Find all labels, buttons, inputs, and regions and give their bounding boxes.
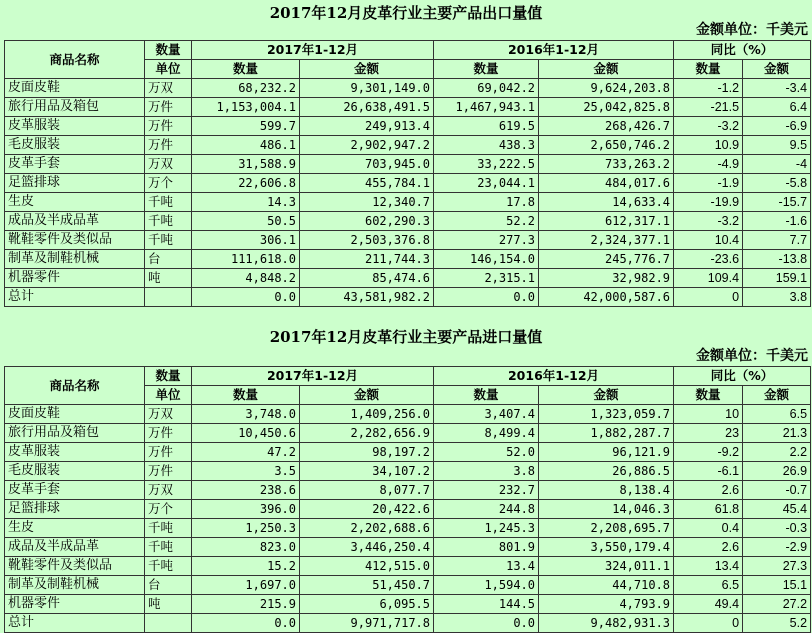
cell-yoy-qty: 0.4 (674, 519, 743, 538)
table-row (5, 481, 811, 500)
cell-amount-2016: 245,776.7 (539, 250, 674, 269)
cell-amount-2016: 1,323,059.7 (539, 405, 674, 424)
cell-amount-2016: 96,121.9 (539, 443, 674, 462)
cell-name: 机器零件 (5, 269, 145, 288)
cell-yoy-qty: 10.9 (674, 136, 743, 155)
cell-amount-2017: 249,913.4 (300, 117, 434, 136)
header-qty: 数量 (674, 386, 743, 405)
cell-qty-2016: 144.5 (434, 595, 539, 614)
cell-yoy-qty: 10.4 (674, 231, 743, 250)
cell-amount-2016: 14,633.4 (539, 193, 674, 212)
header-qty-unit-top: 数量 (145, 367, 192, 386)
cell-amount-2017: 85,474.6 (300, 269, 434, 288)
cell-amount-2017: 2,282,656.9 (300, 424, 434, 443)
cell-qty-2017: 396.0 (192, 500, 300, 519)
cell-amount-2016: 733,263.2 (539, 155, 674, 174)
cell-unit: 万件 (145, 117, 192, 136)
cell-yoy-qty: 2.6 (674, 481, 743, 500)
cell-qty-2016: 23,044.1 (434, 174, 539, 193)
cell-amount-2016: 2,208,695.7 (539, 519, 674, 538)
cell-amount-2016: 42,000,587.6 (539, 288, 674, 307)
cell-qty-2017: 10,450.6 (192, 424, 300, 443)
cell-yoy-amount: 3.8 (743, 288, 811, 307)
table-row (5, 98, 811, 117)
header-name: 商品名称 (5, 367, 145, 405)
cell-qty-2016: 69,042.2 (434, 79, 539, 98)
cell-unit: 千吨 (145, 231, 192, 250)
table-row (5, 576, 811, 595)
cell-name: 毛皮服装 (5, 136, 145, 155)
cell-amount-2017: 412,515.0 (300, 557, 434, 576)
header-period-2016: 2016年1-12月 (434, 41, 674, 60)
cell-unit: 万双 (145, 405, 192, 424)
cell-yoy-amount: 26.9 (743, 462, 811, 481)
header-qty: 数量 (434, 60, 539, 79)
cell-qty-2017: 306.1 (192, 231, 300, 250)
table-row (5, 212, 811, 231)
cell-qty-2016: 8,499.4 (434, 424, 539, 443)
cell-name: 靴鞋零件及类似品 (5, 231, 145, 250)
cell-qty-2016: 3.8 (434, 462, 539, 481)
cell-yoy-amount: 159.1 (743, 269, 811, 288)
cell-amount-2016: 32,982.9 (539, 269, 674, 288)
cell-qty-2017: 4,848.2 (192, 269, 300, 288)
import-unit-label: 金额单位：千美元 (696, 348, 808, 364)
table-row (5, 250, 811, 269)
cell-yoy-qty: 109.4 (674, 269, 743, 288)
cell-qty-2016: 801.9 (434, 538, 539, 557)
export-unit-label: 金额单位：千美元 (696, 22, 808, 38)
cell-qty-2016: 33,222.5 (434, 155, 539, 174)
cell-qty-2017: 215.9 (192, 595, 300, 614)
cell-qty-2016: 244.8 (434, 500, 539, 519)
table-row (5, 79, 811, 98)
cell-amount-2016: 268,426.7 (539, 117, 674, 136)
cell-amount-2016: 2,324,377.1 (539, 231, 674, 250)
cell-qty-2017: 68,232.2 (192, 79, 300, 98)
cell-name: 成品及半成品革 (5, 212, 145, 231)
cell-qty-2016: 52.2 (434, 212, 539, 231)
cell-yoy-qty: -3.2 (674, 117, 743, 136)
cell-amount-2016: 8,138.4 (539, 481, 674, 500)
header-qty: 数量 (192, 60, 300, 79)
cell-name: 皮革服装 (5, 443, 145, 462)
cell-name: 靴鞋零件及类似品 (5, 557, 145, 576)
cell-name: 皮面皮鞋 (5, 405, 145, 424)
cell-amount-2016: 484,017.6 (539, 174, 674, 193)
cell-amount-2017: 20,422.6 (300, 500, 434, 519)
table-row (5, 231, 811, 250)
cell-name: 毛皮服装 (5, 462, 145, 481)
import-table (4, 366, 811, 633)
cell-unit: 万个 (145, 500, 192, 519)
cell-unit: 万双 (145, 79, 192, 98)
cell-yoy-amount: 27.3 (743, 557, 811, 576)
cell-qty-2017: 22,606.8 (192, 174, 300, 193)
cell-yoy-qty: 10 (674, 405, 743, 424)
cell-unit: 千吨 (145, 212, 192, 231)
cell-qty-2017: 31,588.9 (192, 155, 300, 174)
cell-amount-2017: 703,945.0 (300, 155, 434, 174)
cell-amount-2017: 9,301,149.0 (300, 79, 434, 98)
header-period-2017: 2017年1-12月 (192, 367, 434, 386)
cell-name: 制革及制鞋机械 (5, 576, 145, 595)
cell-amount-2016: 4,793.9 (539, 595, 674, 614)
cell-unit: 台 (145, 576, 192, 595)
table-row (5, 462, 811, 481)
cell-qty-2017: 238.6 (192, 481, 300, 500)
cell-name: 成品及半成品革 (5, 538, 145, 557)
cell-unit: 千吨 (145, 557, 192, 576)
cell-yoy-qty: 61.8 (674, 500, 743, 519)
cell-qty-2016: 1,594.0 (434, 576, 539, 595)
cell-qty-2017: 3.5 (192, 462, 300, 481)
cell-yoy-qty: -1.9 (674, 174, 743, 193)
cell-yoy-amount: -6.9 (743, 117, 811, 136)
cell-yoy-amount: -13.8 (743, 250, 811, 269)
cell-unit: 万件 (145, 424, 192, 443)
cell-amount-2016: 14,046.3 (539, 500, 674, 519)
cell-qty-2016: 1,245.3 (434, 519, 539, 538)
header-qty: 数量 (674, 60, 743, 79)
cell-yoy-qty: 13.4 (674, 557, 743, 576)
cell-yoy-amount: 45.4 (743, 500, 811, 519)
cell-name: 制革及制鞋机械 (5, 250, 145, 269)
table-row (5, 193, 811, 212)
cell-name: 皮革手套 (5, 481, 145, 500)
cell-name: 皮革服装 (5, 117, 145, 136)
header-period-2017: 2017年1-12月 (192, 41, 434, 60)
cell-yoy-amount: -0.3 (743, 519, 811, 538)
table-row (5, 595, 811, 614)
cell-yoy-amount: -0.7 (743, 481, 811, 500)
table-row (5, 614, 811, 633)
cell-amount-2017: 98,197.2 (300, 443, 434, 462)
cell-qty-2017: 0.0 (192, 288, 300, 307)
cell-yoy-qty: -19.9 (674, 193, 743, 212)
header-name: 商品名称 (5, 41, 145, 79)
cell-unit: 万件 (145, 462, 192, 481)
cell-amount-2017: 26,638,491.5 (300, 98, 434, 117)
cell-qty-2017: 599.7 (192, 117, 300, 136)
cell-yoy-amount: -1.6 (743, 212, 811, 231)
cell-yoy-amount: 6.4 (743, 98, 811, 117)
cell-yoy-qty: 49.4 (674, 595, 743, 614)
cell-yoy-amount: 27.2 (743, 595, 811, 614)
cell-yoy-qty: -3.2 (674, 212, 743, 231)
cell-yoy-amount: 6.5 (743, 405, 811, 424)
cell-amount-2017: 51,450.7 (300, 576, 434, 595)
cell-yoy-amount: -4 (743, 155, 811, 174)
header-yoy: 同比（%） (674, 367, 811, 386)
cell-amount-2016: 9,624,203.8 (539, 79, 674, 98)
cell-unit: 台 (145, 250, 192, 269)
cell-qty-2016: 232.7 (434, 481, 539, 500)
header-amount: 金额 (300, 60, 434, 79)
table-row (5, 424, 811, 443)
header-qty: 数量 (434, 386, 539, 405)
cell-yoy-amount: -3.4 (743, 79, 811, 98)
table-row (5, 136, 811, 155)
cell-amount-2017: 211,744.3 (300, 250, 434, 269)
cell-name: 皮革手套 (5, 155, 145, 174)
cell-qty-2016: 17.8 (434, 193, 539, 212)
header-period-2016: 2016年1-12月 (434, 367, 674, 386)
cell-name: 机器零件 (5, 595, 145, 614)
cell-amount-2017: 455,784.1 (300, 174, 434, 193)
cell-qty-2017: 50.5 (192, 212, 300, 231)
cell-qty-2016: 438.3 (434, 136, 539, 155)
cell-unit: 吨 (145, 269, 192, 288)
cell-unit: 吨 (145, 595, 192, 614)
cell-amount-2017: 9,971,717.8 (300, 614, 434, 633)
header-amount: 金额 (539, 386, 674, 405)
header-yoy: 同比（%） (674, 41, 811, 60)
cell-name: 生皮 (5, 193, 145, 212)
cell-amount-2017: 12,340.7 (300, 193, 434, 212)
cell-qty-2016: 0.0 (434, 614, 539, 633)
table-row (5, 117, 811, 136)
cell-amount-2017: 2,902,947.2 (300, 136, 434, 155)
cell-yoy-qty: -4.9 (674, 155, 743, 174)
cell-qty-2017: 111,618.0 (192, 250, 300, 269)
cell-yoy-amount: 7.7 (743, 231, 811, 250)
cell-amount-2016: 25,042,825.8 (539, 98, 674, 117)
cell-unit: 千吨 (145, 538, 192, 557)
cell-yoy-amount: -2.9 (743, 538, 811, 557)
cell-qty-2016: 277.3 (434, 231, 539, 250)
cell-name: 旅行用品及箱包 (5, 424, 145, 443)
cell-qty-2017: 3,748.0 (192, 405, 300, 424)
cell-amount-2016: 1,882,287.7 (539, 424, 674, 443)
cell-amount-2017: 2,202,688.6 (300, 519, 434, 538)
table-row (5, 538, 811, 557)
table-row (5, 174, 811, 193)
table-row (5, 519, 811, 538)
cell-unit: 万件 (145, 443, 192, 462)
cell-yoy-qty: 2.6 (674, 538, 743, 557)
cell-yoy-amount: 5.2 (743, 614, 811, 633)
cell-qty-2017: 1,697.0 (192, 576, 300, 595)
header-qty-unit-bottom: 单位 (145, 386, 192, 405)
export-title: 2017年12月皮革行业主要产品出口量值 (269, 4, 543, 22)
cell-amount-2017: 2,503,376.8 (300, 231, 434, 250)
cell-yoy-amount: 2.2 (743, 443, 811, 462)
header-qty-unit-top: 数量 (145, 41, 192, 60)
cell-qty-2016: 619.5 (434, 117, 539, 136)
cell-amount-2016: 26,886.5 (539, 462, 674, 481)
table-row (5, 155, 811, 174)
table-row (5, 269, 811, 288)
cell-amount-2017: 6,095.5 (300, 595, 434, 614)
cell-unit: 千吨 (145, 519, 192, 538)
cell-amount-2016: 3,550,179.4 (539, 538, 674, 557)
cell-yoy-qty: -1.2 (674, 79, 743, 98)
cell-qty-2017: 1,250.3 (192, 519, 300, 538)
table-row (5, 500, 811, 519)
import-title: 2017年12月皮革行业主要产品进口量值 (269, 328, 543, 346)
cell-amount-2017: 8,077.7 (300, 481, 434, 500)
cell-name: 足篮排球 (5, 174, 145, 193)
cell-amount-2017: 43,581,982.2 (300, 288, 434, 307)
cell-amount-2017: 602,290.3 (300, 212, 434, 231)
cell-qty-2017: 486.1 (192, 136, 300, 155)
cell-unit (145, 614, 192, 633)
header-amount: 金额 (743, 386, 811, 405)
cell-amount-2016: 324,011.1 (539, 557, 674, 576)
cell-qty-2017: 14.3 (192, 193, 300, 212)
cell-qty-2016: 13.4 (434, 557, 539, 576)
header-amount: 金额 (539, 60, 674, 79)
cell-qty-2016: 52.0 (434, 443, 539, 462)
cell-unit: 万双 (145, 481, 192, 500)
header-amount: 金额 (743, 60, 811, 79)
cell-name: 生皮 (5, 519, 145, 538)
cell-name: 总计 (5, 614, 145, 633)
cell-yoy-qty: -9.2 (674, 443, 743, 462)
cell-unit: 万个 (145, 174, 192, 193)
cell-yoy-qty: 0 (674, 614, 743, 633)
cell-qty-2017: 47.2 (192, 443, 300, 462)
table-row (5, 288, 811, 307)
cell-qty-2017: 15.2 (192, 557, 300, 576)
cell-amount-2016: 44,710.8 (539, 576, 674, 595)
cell-amount-2017: 34,107.2 (300, 462, 434, 481)
cell-amount-2017: 1,409,256.0 (300, 405, 434, 424)
cell-unit: 万件 (145, 136, 192, 155)
cell-unit: 万双 (145, 155, 192, 174)
cell-qty-2017: 823.0 (192, 538, 300, 557)
cell-qty-2016: 3,407.4 (434, 405, 539, 424)
cell-yoy-qty: -23.6 (674, 250, 743, 269)
cell-yoy-qty: -21.5 (674, 98, 743, 117)
cell-yoy-qty: -6.1 (674, 462, 743, 481)
cell-qty-2016: 1,467,943.1 (434, 98, 539, 117)
cell-yoy-qty: 6.5 (674, 576, 743, 595)
cell-name: 旅行用品及箱包 (5, 98, 145, 117)
header-qty: 数量 (192, 386, 300, 405)
table-row (5, 405, 811, 424)
header-amount: 金额 (300, 386, 434, 405)
export-table (4, 40, 811, 307)
cell-unit: 万件 (145, 98, 192, 117)
cell-name: 总计 (5, 288, 145, 307)
cell-yoy-amount: 21.3 (743, 424, 811, 443)
cell-yoy-qty: 0 (674, 288, 743, 307)
table-row (5, 443, 811, 462)
cell-amount-2016: 2,650,746.2 (539, 136, 674, 155)
table-row (5, 557, 811, 576)
cell-amount-2016: 612,317.1 (539, 212, 674, 231)
cell-name: 皮面皮鞋 (5, 79, 145, 98)
cell-yoy-amount: -5.8 (743, 174, 811, 193)
cell-yoy-amount: -15.7 (743, 193, 811, 212)
cell-qty-2017: 1,153,004.1 (192, 98, 300, 117)
cell-unit: 千吨 (145, 193, 192, 212)
cell-qty-2016: 0.0 (434, 288, 539, 307)
cell-qty-2016: 146,154.0 (434, 250, 539, 269)
cell-amount-2016: 9,482,931.3 (539, 614, 674, 633)
cell-yoy-amount: 9.5 (743, 136, 811, 155)
cell-yoy-amount: 15.1 (743, 576, 811, 595)
header-qty-unit-bottom: 单位 (145, 60, 192, 79)
cell-unit (145, 288, 192, 307)
cell-yoy-qty: 23 (674, 424, 743, 443)
cell-qty-2017: 0.0 (192, 614, 300, 633)
cell-amount-2017: 3,446,250.4 (300, 538, 434, 557)
cell-qty-2016: 2,315.1 (434, 269, 539, 288)
cell-name: 足篮排球 (5, 500, 145, 519)
